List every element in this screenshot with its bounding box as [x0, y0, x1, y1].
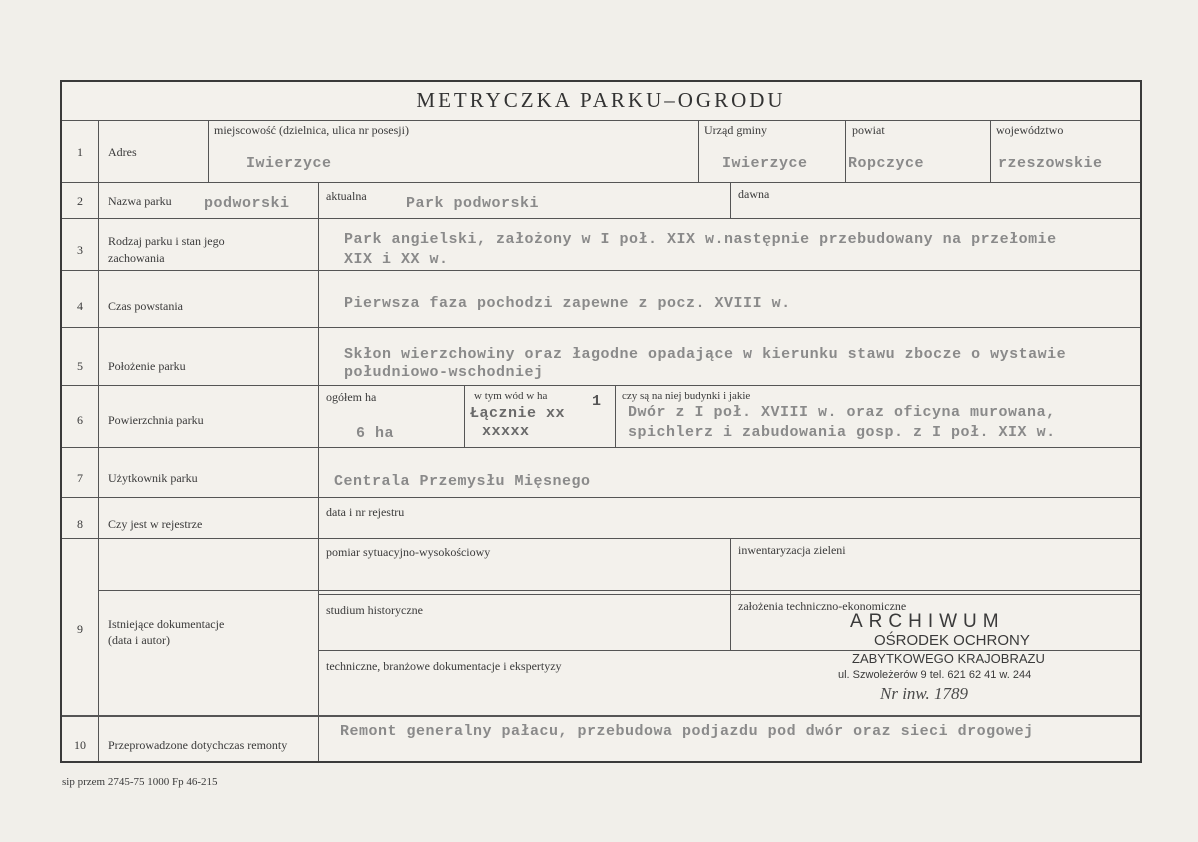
stamp-line-3: ZABYTKOWEGO KRAJOBRAZU	[852, 651, 1045, 666]
row-1-number: 1	[77, 145, 83, 159]
voivodeship-label: województwo	[996, 123, 1064, 137]
current-name-label: aktualna	[326, 189, 367, 203]
creation-time-value: Pierwsza faza pochodzi zapewne z pocz. XVIII w.	[344, 295, 791, 312]
buildings-label: czy są na niej budynki i jakie	[622, 390, 751, 402]
voivodeship-value: rzeszowskie	[998, 155, 1103, 172]
current-name-value: Park podworski	[406, 195, 540, 212]
buildings-value-line1: Dwór z I poł. XVIII w. oraz oficyna murowana,	[628, 404, 1056, 421]
greenery-inventory-label: inwentaryzacja zieleni	[738, 543, 846, 557]
form-title: METRYCZKA PARKU–OGRODU	[416, 88, 786, 112]
location-value-line1: Skłon wierzchowiny oraz łagodne opadające w kierunku stawu zbocze o wystawie	[344, 346, 1067, 363]
buildings-value-line2: spichlerz i zabudowania gosp. z I poł. XIX w.	[628, 424, 1056, 441]
water-area-mark: 1	[592, 393, 602, 410]
row-2-number: 2	[77, 194, 83, 208]
tech-eco-label: założenia techniczno-ekonomiczne	[738, 599, 907, 613]
row-7-number: 7	[77, 471, 83, 485]
documentation-label-line2: (data i autor)	[108, 633, 170, 647]
row-5-number: 5	[77, 359, 83, 373]
row-9-number: 9	[77, 622, 83, 636]
renovations-label: Przeprowadzone dotychczas remonty	[108, 738, 288, 752]
gmina-value: Iwierzyce	[722, 155, 808, 172]
historical-study-label: studium historyczne	[326, 603, 423, 617]
survey-label: pomiar sytuacyjno-wysokościowy	[326, 545, 491, 559]
water-area-label: w tym wód w ha	[474, 390, 548, 402]
row-4-number: 4	[77, 299, 83, 313]
park-type-label-line1: Rodzaj parku i stan jego	[108, 234, 225, 248]
inventory-number-handwritten: Nr inw. 1789	[880, 684, 969, 703]
area-label: Powierzchnia parku	[108, 413, 204, 427]
user-value: Centrala Przemysłu Mięsnego	[334, 473, 591, 490]
park-type-value-line2: XIX i XX w.	[344, 251, 449, 268]
park-type-label-line2: zachowania	[108, 251, 165, 265]
creation-time-label: Czas powstania	[108, 299, 183, 313]
total-area-value: 6 ha	[356, 425, 395, 442]
gmina-label: Urząd gminy	[704, 123, 767, 137]
location-value-line2: południowo-wschodniej	[344, 364, 544, 381]
row-6-number: 6	[77, 413, 83, 427]
park-name-value: podworski	[204, 195, 290, 212]
powiat-label: powiat	[852, 123, 885, 137]
stamp-line-2: OŚRODEK OCHRONY	[874, 632, 1030, 649]
address-label: Adres	[108, 145, 137, 159]
user-label: Użytkownik parku	[108, 471, 198, 485]
stamp-line-1: ARCHIWUM	[850, 611, 1005, 632]
park-type-value-line1: Park angielski, założony w I poł. XIX w.następnie przebudowany na przełomie	[344, 231, 1057, 248]
print-footer: sip przem 2745-75 1000 Fp 46-215	[62, 776, 218, 788]
row-3-number: 3	[77, 243, 83, 257]
park-record-form	[60, 80, 1142, 763]
row-10-number: 10	[74, 738, 86, 752]
row-8-number: 8	[77, 517, 83, 531]
water-area-value-line1: Łącznie xx	[470, 405, 566, 422]
stamp-line-4: ul. Szwoleżerów 9 tel. 621 62 41 w. 244	[838, 669, 1032, 681]
register-date-label: data i nr rejestru	[326, 505, 405, 519]
location-label: Położenie parku	[108, 359, 186, 373]
documentation-label-line1: Istniejące dokumentacje	[108, 617, 225, 631]
locality-label: miejscowość (dzielnica, ulica nr posesji)	[214, 123, 409, 137]
water-area-value-line2: xxxxx	[482, 423, 530, 440]
former-name-label: dawna	[738, 187, 770, 201]
register-label: Czy jest w rejestrze	[108, 517, 203, 531]
powiat-value: Ropczyce	[848, 155, 925, 172]
park-name-label: Nazwa parku	[108, 194, 172, 208]
technical-docs-label: techniczne, branżowe dokumentacje i ekspertyzy	[326, 659, 562, 673]
renovations-value: Remont generalny pałacu, przebudowa podjazdu pod dwór oraz sieci drogowej	[340, 723, 1034, 740]
total-area-label: ogółem ha	[326, 390, 377, 404]
locality-value: Iwierzyce	[246, 155, 332, 172]
